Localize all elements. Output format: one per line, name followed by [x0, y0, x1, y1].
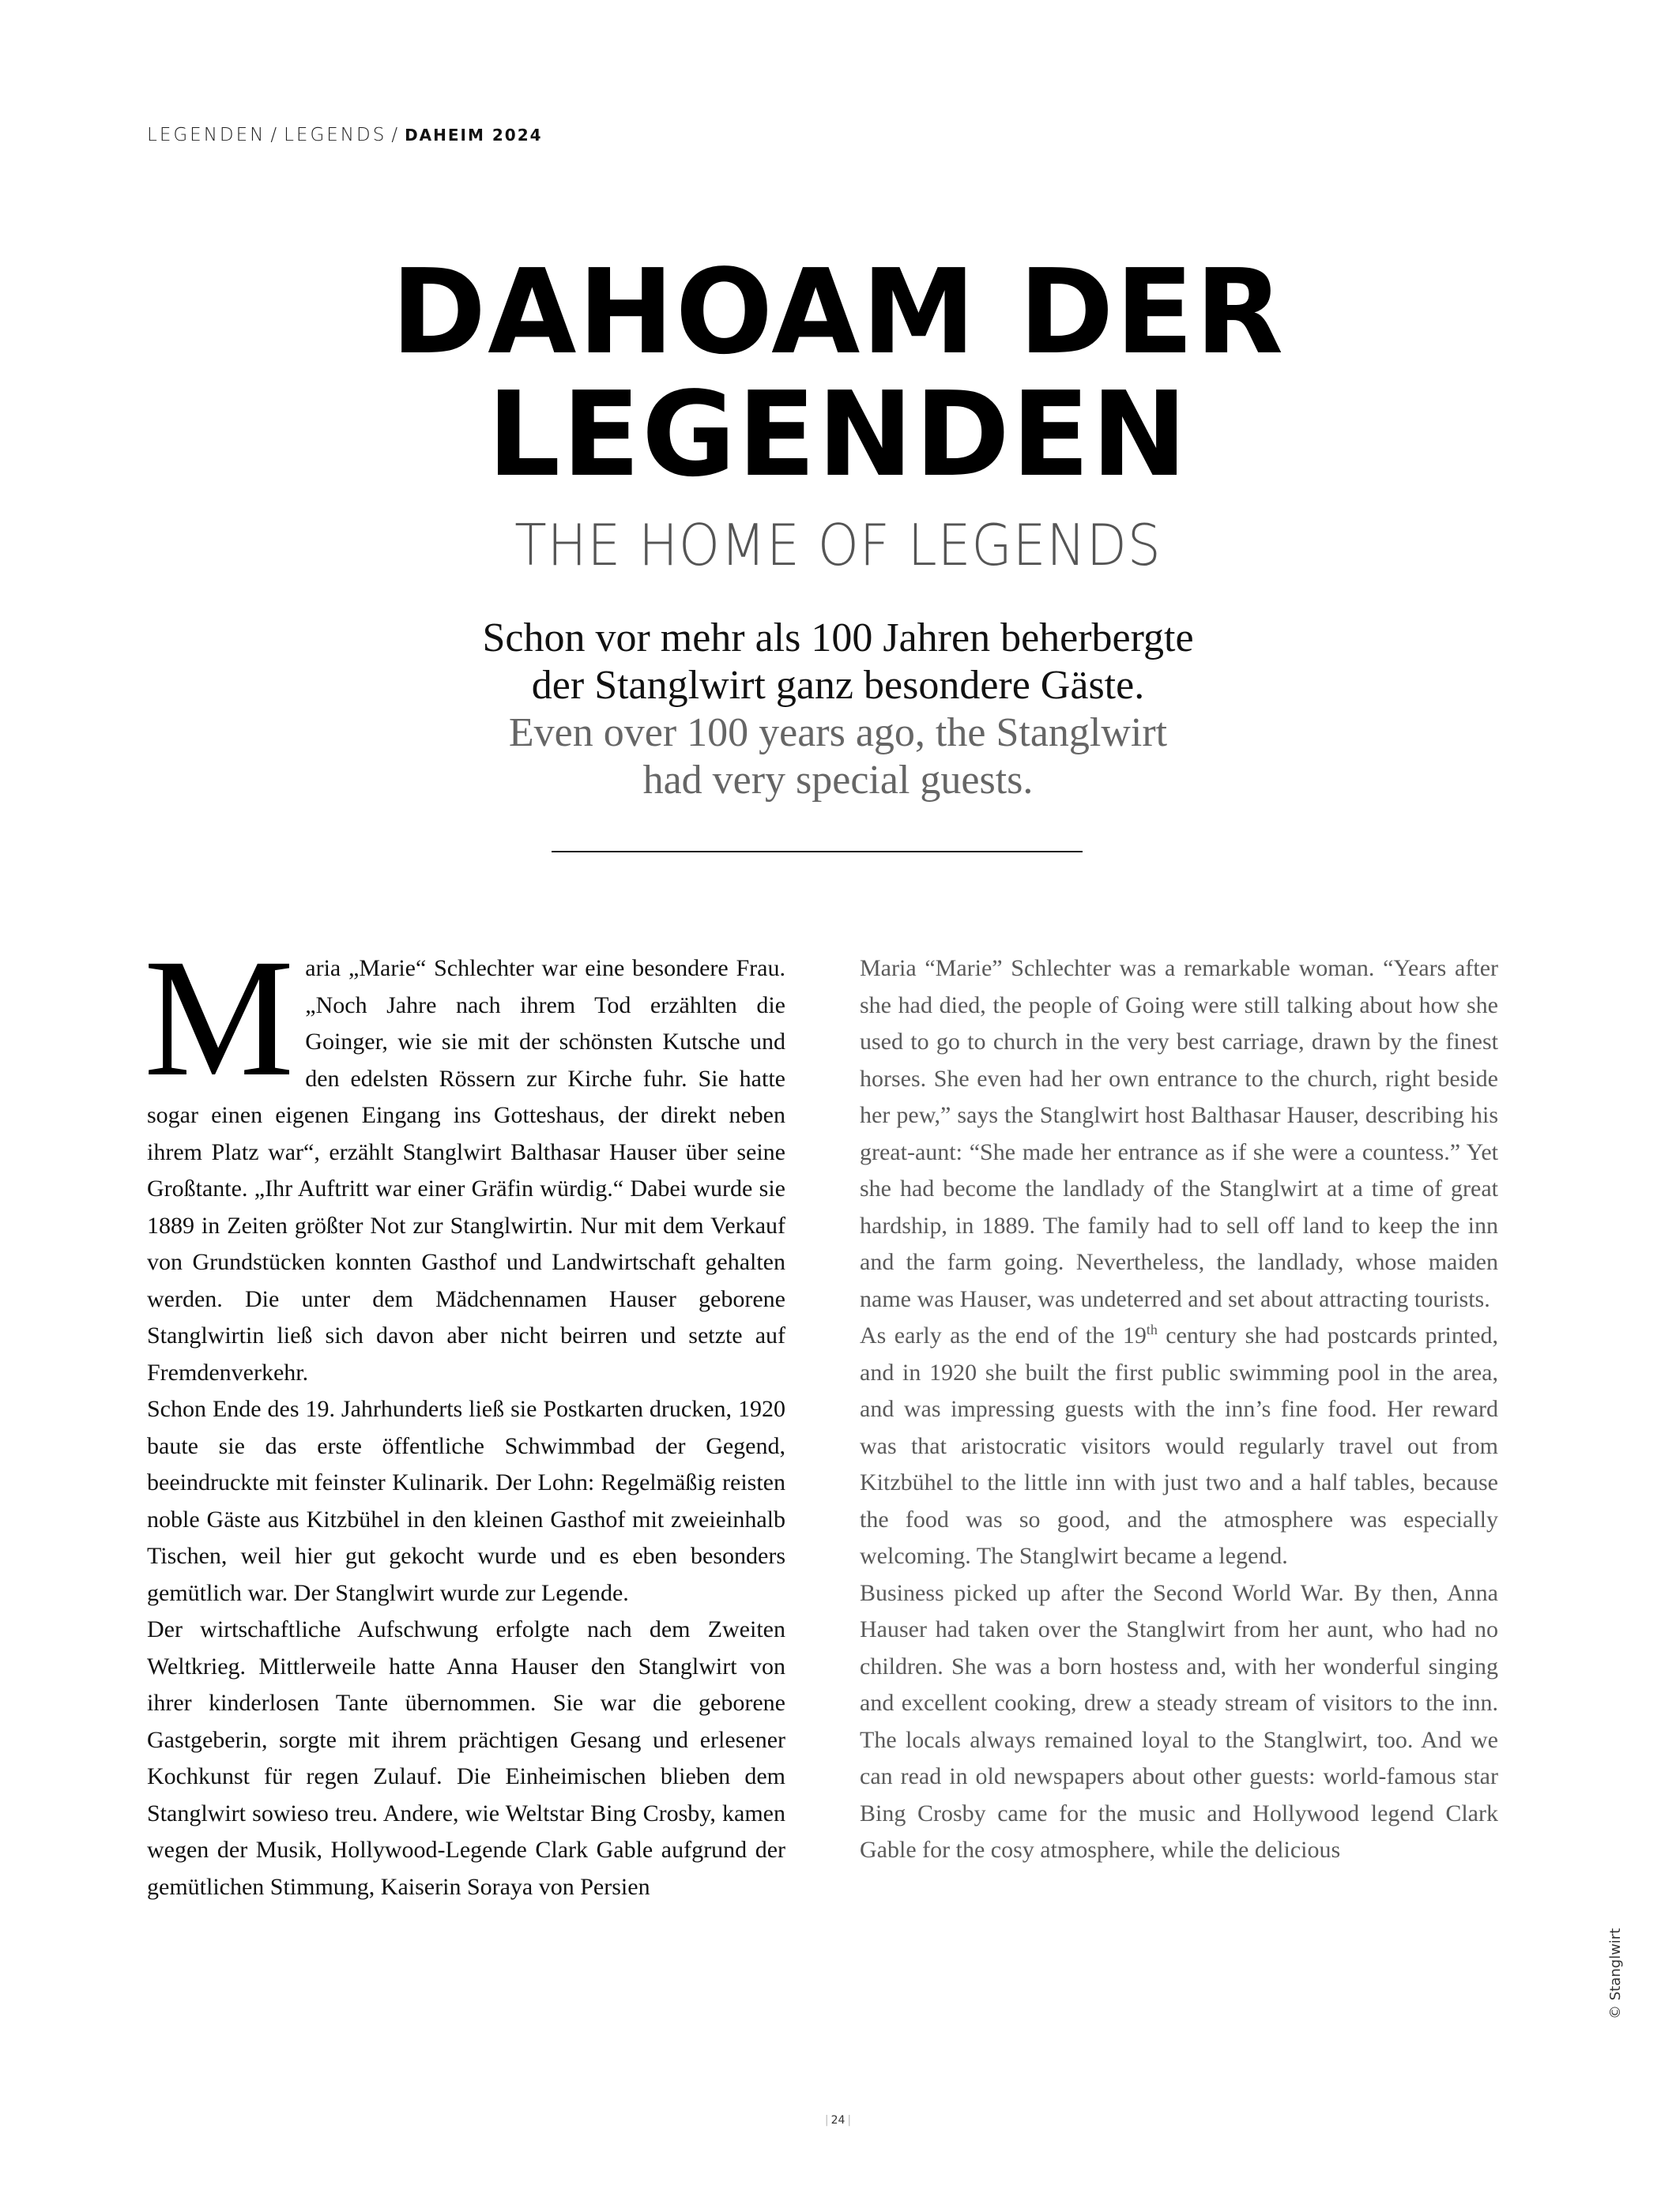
breadcrumb-separator: /: [391, 125, 401, 145]
divider-rule: [552, 851, 1083, 852]
article-paragraph: Der wirtschaftliche Aufschwung erfolgte nach dem Zweiten Weltkrieg. Mittlerweile hatte Anna Hauser den Stanglwirt von ihrer kinderlosen Tante übernommen. Sie war die geborene Gastgeberin, sorgte mit ihrem prächtigen Gesang und erlesener Kochkunst für regen Zulauf. Die Einheimischen blieben dem Stanglwirt sowieso treu. Andere, wie Weltstar Bing Crosby, kamen wegen der Musik, Hollywood-Legende Clark Gable aufgrund der gemütlichen Stimmung, Kaiserin Soraya von Persien: [147, 1616, 785, 1900]
article-paragraph: Business picked up after the Second World War. By then, Anna Hauser had taken over the Stanglwirt from her aunt, who had no children. She was a born hostess and, with her wonderful singing and excellent cooking, drew a steady stream of visitors to the inn. The locals always remained loyal to the Stanglwirt, too. And we can read in old newspapers about other guests: world-famous star Bing Crosby came for the music and Hollywood legend Clark Gable for the cosy atmosphere, while the delicious: [860, 1579, 1498, 1863]
breadcrumb: [147, 125, 543, 145]
title-line-2: LEGENDEN: [487, 367, 1189, 502]
article-column-english: [860, 950, 1498, 1869]
ordinal-superscript: th: [1146, 1322, 1158, 1337]
article-paragraph: Schon Ende des 19. Jahrhunderts ließ sie Postkarten drucken, 1920 baute sie das erste öffentliche Schwimmbad der Gegend, beeindruckte mit feinster Kulinarik. Der Lohn: Regelmäßig reisten noble Gäste aus Kitzbühel in den kleinen Gasthof mit zweieinhalb Tischen, weil hier gut gekocht wurde und es eben besonders gemütlich war. Der Stanglwirt wurde zur Legende.: [147, 1396, 785, 1606]
breadcrumb-current: DAHEIM 2024: [405, 126, 543, 145]
article-paragraph: Maria „Marie“ Schlechter war eine besondere Frau. „Noch Jahre nach ihrem Tod erzählten die Goinger, wie sie mit der schönsten Kutsche und den edelsten Rössern zur Kirche fuhr. Sie hatte sogar einen eigenen Eingang ins Gotteshaus, der direkt neben ihrem Platz war“, erzählt Stanglwirt Balthasar Hauser über seine Großtante. „Ihr Auftritt war einer Gräfin würdig.“ Dabei wurde sie 1889 in Zeiten größter Not zur Stanglwirtin. Nur mit dem Verkauf von Grundstücken konnten Gasthof und Landwirtschaft gehalten werden. Die unter dem Mädchennamen Hauser geborene Stanglwirtin ließ sich davon aber nicht beirren und setzte auf Fremdenverkehr.: [144, 924, 785, 1386]
lead-english-line-1: Even over 100 years ago, the Stanglwirt: [508, 710, 1168, 755]
article-paragraph: As early as the end of the 19th century she had postcards printed, and in 1920 she built the first public swimming pool in the area, and was impressing guests with the inn’s fine food. Her reward was that aristocratic visitors would regularly travel out from Kitzbühel to the little inn with just two and a half tables, because the food was so good, and the atmosphere was especially welcoming. The Stanglwirt became a legend.: [860, 1322, 1498, 1569]
page-subtitle: THE HOME OF LEGENDS: [514, 512, 1162, 578]
page-number: | 24 |: [824, 2114, 852, 2127]
lead-paragraph: [0, 615, 1676, 804]
lead-english-line-2: had very special guests.: [642, 758, 1034, 803]
photo-credit: © Stanglwirt: [1607, 1928, 1624, 2019]
lead-german-line-1: Schon vor mehr als 100 Jahren beherbergte: [482, 615, 1194, 660]
breadcrumb-item-legends: LEGENDS: [284, 125, 387, 145]
drop-cap: M: [144, 924, 295, 1112]
breadcrumb-separator: /: [270, 125, 280, 145]
page-title: [17, 244, 1659, 502]
lead-german-line-2: der Stanglwirt ganz besondere Gäste.: [531, 663, 1145, 708]
article-column-german: [144, 924, 785, 1905]
title-line-1: DAHOAM DER: [390, 244, 1286, 380]
page-number-bracket-right: |: [847, 2114, 852, 2127]
breadcrumb-item-legenden: LEGENDEN: [147, 125, 266, 145]
page-number-bracket-left: |: [824, 2114, 829, 2127]
article-paragraph: Maria “Marie” Schlechter was a remarkable woman. “Years after she had died, the people of Going were still talking about how she used to go to church in the very best carriage, drawn by the finest horses. She even had her own entrance to the church, right beside her pew,” says the Stanglwirt host Balthasar Hauser, describing his great-aunt: “She made her entrance as if she were a countess.” Yet she had become the landlady of the Stanglwirt at a time of great hardship, in 1889. The family had to sell off land to keep the inn and the farm going. Nevertheless, the landlady, whose maiden name was Hauser, was undeterred and set about attracting tourists.: [860, 955, 1498, 1312]
